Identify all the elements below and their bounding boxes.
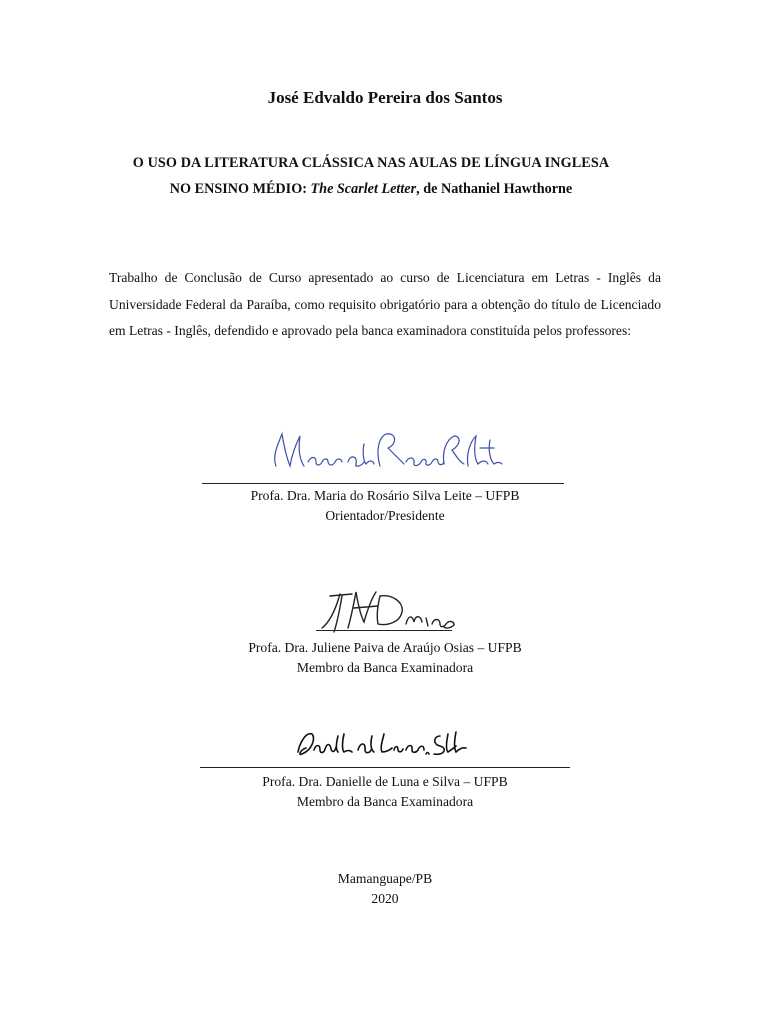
thesis-title-line-2 [0,181,742,198]
signature-1-handwriting [268,426,508,476]
committee-member-3-name: Profa. Dra. Danielle de Luna e Silva – UFPB [262,774,508,789]
author-name: José Edvaldo Pereira dos Santos [267,88,503,107]
signature-line-2 [316,630,452,631]
committee-member-1-name: Profa. Dra. Maria do Rosário Silva Leite – UFPB [250,488,520,503]
signature-2-handwriting [318,588,458,634]
year: 2020 [371,891,399,906]
committee-member-2-name: Profa. Dra. Juliene Paiva de Araújo Osias – UFPB [248,640,522,655]
title-suffix: , de Nathaniel Hawthorne [416,181,573,197]
approval-statement: Trabalho de Conclusão de Curso apresentado ao curso de Licenciatura em Letras - Inglês da Universidade Federal da Paraíba, como requisito obrigatório para a obtenção do título de Licenciado em Letras - Inglês, defendido e aprovado pela banca examinadora constituída pelos professores: [109,270,661,338]
title-prefix: NO ENSINO MÉDIO: [169,181,311,197]
committee-member-1-role: Orientador/Presidente [325,508,445,523]
signature-line-1 [202,483,564,484]
place: Mamanguape/PB [337,871,433,886]
signature-3-handwriting [294,726,474,762]
committee-member-2-role: Membro da Banca Examinadora [296,660,474,675]
title-book-name: The Scarlet Letter [310,181,417,197]
committee-member-3-role: Membro da Banca Examinadora [296,794,474,809]
thesis-title-line-1: O USO DA LITERATURA CLÁSSICA NAS AULAS DE LÍNGUA INGLESA [132,155,610,171]
signature-line-3 [200,767,570,768]
